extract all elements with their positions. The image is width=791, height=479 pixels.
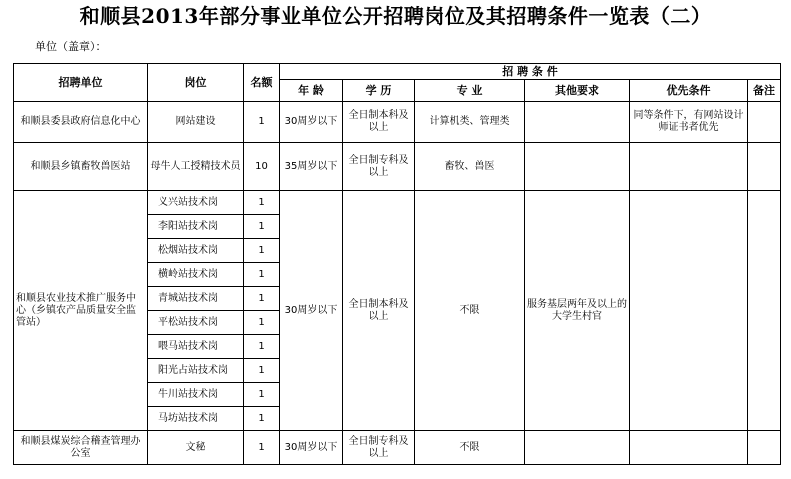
recruitment-table <box>13 63 781 465</box>
cell-age: 30周岁以下 <box>280 431 343 465</box>
page-title: 和顺县2013年部分事业单位公开招聘岗位及其招聘条件一览表（二） <box>79 4 712 28</box>
table-row <box>14 102 781 143</box>
cell-major: 计算机类、管理类 <box>415 102 525 143</box>
cell-other <box>525 102 630 143</box>
table-row <box>14 191 781 215</box>
cell-remarks <box>748 102 781 143</box>
cell-unit: 和顺县委县政府信息化中心 <box>14 102 148 143</box>
header-education: 学 历 <box>343 80 415 102</box>
cell-quota: 1 <box>244 383 280 407</box>
cell-position: 网站建设 <box>148 102 244 143</box>
cell-position: 义兴站技术岗 <box>148 191 244 215</box>
cell-position: 横岭站技术岗 <box>148 263 244 287</box>
cell-quota: 1 <box>244 431 280 465</box>
header-priority: 优先条件 <box>630 80 748 102</box>
cell-position: 平松站技术岗 <box>148 311 244 335</box>
cell-remarks <box>748 143 781 191</box>
header-quota: 名额 <box>244 64 280 102</box>
cell-education: 全日制专科及以上 <box>343 143 415 191</box>
cell-position: 青城站技术岗 <box>148 287 244 311</box>
cell-age: 35周岁以下 <box>280 143 343 191</box>
header-unit: 招聘单位 <box>14 64 148 102</box>
cell-quota: 1 <box>244 263 280 287</box>
cell-position: 松烟站技术岗 <box>148 239 244 263</box>
header-position: 岗位 <box>148 64 244 102</box>
cell-unit: 和顺县煤炭综合稽查管理办公室 <box>14 431 148 465</box>
unit-stamp-label: 单位（盖章）： <box>35 40 107 53</box>
cell-position: 阳光占站技术岗 <box>148 359 244 383</box>
header-remarks: 备注 <box>748 80 781 102</box>
cell-quota: 1 <box>244 102 280 143</box>
cell-major: 畜牧、兽医 <box>415 143 525 191</box>
cell-quota: 1 <box>244 239 280 263</box>
cell-unit: 和顺县乡镇畜牧兽医站 <box>14 143 148 191</box>
cell-education: 全日制专科及以上 <box>343 431 415 465</box>
cell-position: 母牛人工授精技术员 <box>148 143 244 191</box>
cell-quota: 1 <box>244 311 280 335</box>
header-conditions: 招 聘 条 件 <box>280 64 781 80</box>
cell-quota: 1 <box>244 359 280 383</box>
cell-position: 李阳站技术岗 <box>148 215 244 239</box>
cell-other: 服务基层两年及以上的大学生村官 <box>525 191 630 431</box>
cell-position: 马坊站技术岗 <box>148 407 244 431</box>
cell-education: 全日制本科及以上 <box>343 191 415 431</box>
header-row-1 <box>14 64 781 80</box>
cell-quota: 1 <box>244 287 280 311</box>
header-major: 专 业 <box>415 80 525 102</box>
cell-age: 30周岁以下 <box>280 102 343 143</box>
cell-position: 文秘 <box>148 431 244 465</box>
cell-position: 牛川站技术岗 <box>148 383 244 407</box>
cell-quota: 1 <box>244 215 280 239</box>
table-row <box>14 431 781 465</box>
cell-quota: 1 <box>244 335 280 359</box>
cell-major: 不限 <box>415 191 525 431</box>
cell-quota: 1 <box>244 407 280 431</box>
cell-other <box>525 431 630 465</box>
header-other: 其他要求 <box>525 80 630 102</box>
cell-priority: 同等条件下，有网站设计师证书者优先 <box>630 102 748 143</box>
cell-age: 30周岁以下 <box>280 191 343 431</box>
cell-unit: 和顺县农业技术推广服务中心（乡镇农产品质量安全监管站） <box>14 191 148 431</box>
cell-position: 喂马站技术岗 <box>148 335 244 359</box>
cell-other <box>525 143 630 191</box>
cell-quota: 1 <box>244 191 280 215</box>
table-row <box>14 143 781 191</box>
cell-quota: 10 <box>244 143 280 191</box>
cell-education: 全日制本科及以上 <box>343 102 415 143</box>
cell-priority <box>630 143 748 191</box>
cell-remarks <box>748 191 781 431</box>
cell-remarks <box>748 431 781 465</box>
cell-priority <box>630 191 748 431</box>
cell-major: 不限 <box>415 431 525 465</box>
header-age: 年 龄 <box>280 80 343 102</box>
cell-priority <box>630 431 748 465</box>
